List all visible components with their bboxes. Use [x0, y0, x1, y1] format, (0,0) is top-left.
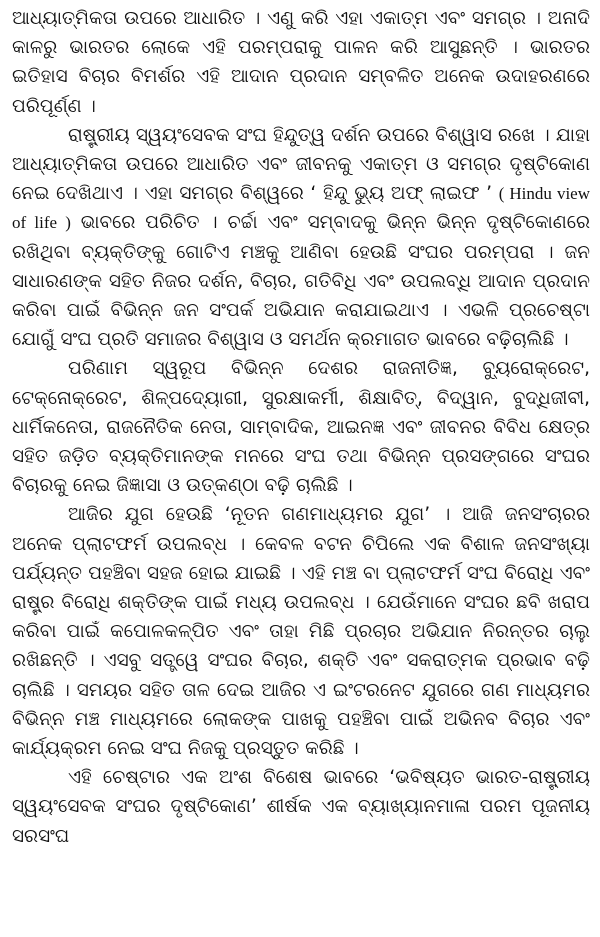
paragraph-rss-philosophy — [12, 121, 590, 355]
paragraph-text-before: ରାଷ୍ଟ୍ରୀୟ ସ୍ୱୟଂସେବକ ସଂଘ ହିନ୍ଦୁତ୍ୱ ଦର୍ଶନ ଉପରେ ବିଶ୍ୱାସ ରଖେ । ଯାହା ଆଧ୍ୟାତ୍ମିକତା ଉପରେ ଆଧାରିତ ଏବଂ ଜୀବନକୁ ଏକାତ୍ମ ଓ ସମଗ୍ର ଦୃଷ୍ଟିକୋଣ ନେଇ ଦେଖିଥାଏ । ଏହା ସମଗ୍ର ବିଶ୍ୱରେ ‘ ହିନ୍ଦୁ ଭ୍ୟୁ ଅଫ୍ ଲାଇଫ ’ — [12, 124, 590, 205]
paragraph-new-media: ଆଜିର ଯୁଗ ହେଉଛି ‘ନୂତନ ଗଣମାଧ୍ୟମର ଯୁଗ’ । ଆଜି ଜନସଂଚାରର ଅନେକ ପ୍ଲାଟଫର୍ମ ଉପଲବ୍ଧ । କେବଳ ବଟନ ଚିପିଲେ ଏକ ବିଶାଳ ଜନସଂଖ୍ୟା ପର୍ଯ୍ୟନ୍ତ ପହଞ୍ଚିବା ସହଜ ହୋଇ ଯାଇଛି । ଏହି ମଞ୍ଚ ବା ପ୍ଲାଟଫର୍ମ ସଂଘ ବିରୋଧି ଏବଂ ରାଷ୍ଟ୍ର ବିରୋଧି ଶକ୍ତିଙ୍କ ପାଇଁ ମଧ୍ୟ ଉପଲବ୍ଧ । ଯେଉଁମାନେ ସଂଘର ଛବି ଖରାପ କରିବା ପାଇଁ କପୋଳକଳ୍ପିତ ଏବଂ ତାହା ମିଛି ପ୍ରଚାର ଅଭିଯାନ ନିରନ୍ତର ଚାଲୁ ରଖିଛନ୍ତି । ଏସବୁ ସତ୍ତ୍ୱେ ସଂଘର ବିଚାର, ଶକ୍ତି ଏବଂ ସକରାତ୍ମକ ପ୍ରଭାବ ବଢ଼ି ଚାଲିଛି । ସମୟର ସହିତ ତାଳ ଦେଇ ଆଜିର ଏ ଇଂଟରନେଟ ଯୁଗରେ ଗଣ ମାଧ୍ୟମର ବିଭିନ୍ନ ମଞ୍ଚ ମାଧ୍ୟମରେ ଲୋକଙ୍କ ପାଖକୁ ପହଞ୍ଚିବା ପାଇଁ ଅଭିନବ ବିଚାର ଏବଂ କାର୍ଯ୍ୟକ୍ରମ ନେଇ ସଂଘ ନିଜକୁ ପ୍ରସ୍ତୁତ କରିଛି । — [12, 504, 590, 760]
paragraph-spirituality: ଆଧ୍ୟାତ୍ମିକତା ଉପରେ ଆଧାରିତ । ଏଣୁ କରି ଏହା ଏକାତ୍ମ ଏବଂ ସମଗ୍ର । ଅନାଦି କାଳରୁ ଭାରତର ଲୋକେ ଏହି ପରମ୍ପରାକୁ ପାଳନ କରି ଆସୁଛନ୍ତି । ଭାରତର ଇତିହାସ ବିଚାର ବିମର୍ଶର ଏହି ଆଦାନ ପ୍ରଦାନ ସମ୍ବଳିତ ଅନେକ ଉଦାହରଣରେ ପରିପୂର୍ଣ୍ଣ । — [12, 8, 590, 117]
paragraph-curiosity: ପରିଣାମ ସ୍ୱରୂପ ବିଭିନ୍ନ ଦେଶର ରାଜନୀତିଜ୍ଞ, ବ୍ୟୁରୋକ୍ରେଟ, ଟେକ୍ନୋକ୍ରେଟ, ଶିଳ୍ପଦ୍ୟୋଗୀ, ସୁରକ୍ଷାକର୍ମୀ, ଶିକ୍ଷାବିତ୍, ବିଦ୍ୱାନ, ବୁଦ୍ଧିଜୀବୀ, ଧାର୍ମିକନେତା, ରାଜନୈତିକ ନେତା, ସାମ୍ବାଦିକ, ଆଇନଜ୍ଞ ଏବଂ ଜୀବନର ବିବିଧ କ୍ଷେତ୍ର ସହିତ ଜଡ଼ିତ ବ୍ୟକ୍ତିମାନଙ୍କ ମନରେ ସଂଘ ତଥା ବିଭିନ୍ନ ପ୍ରସଙ୍ଗରେ ସଂଘର ବିଚାରକୁ ନେଇ ଜିଜ୍ଞାସା ଓ ଉତ୍କଣ୍ଠା ବଢ଼ି ଚାଲିଛି । — [12, 358, 590, 497]
paragraph-text-after: ଭାବରେ ପରିଚିତ । ଚର୍ଚ୍ଚା ଏବଂ ସମ୍ବାଦକୁ ଭିନ୍ନ ଭିନ୍ନ ଦୃଷ୍ଟିକୋଣରେ ରଖିଥିବା ବ୍ୟକ୍ତିଙ୍କୁ ଗୋଟିଏ ମଞ୍ଚକୁ ଆଣିବା ହେଉଛି ସଂଘର ପରମ୍ପରା । ଜନ ସାଧାରଣଙ୍କ ସହିତ ନିଜର ଦର୍ଶନ, ବିଚାର, ଗତିବିଧି ଏବଂ ଉପଲବ୍ଧି ଆଦାନ ପ୍ରଦାନ କରିବା ପାଇଁ ବିଭିନ୍ନ ଜନ ସଂପର୍କ ଅଭିଯାନ କରାଯାଇଥାଏ । ଏଭଳି ପ୍ରଚେଷ୍ଟା ଯୋଗୁଁ ସଂଘ ପ୍ରତି ସମାଜର ବିଶ୍ୱାସ ଓ ସମର୍ଥନ କ୍ରମାଗତ ଭାବରେ ବଢ଼ିଚାଲିଛି । — [12, 212, 590, 351]
english-phrase: ( Hindu view of life ) — [12, 184, 590, 233]
paragraph-lecture-series: ଏହି ଚେଷ୍ଟାର ଏକ ଅଂଶ ବିଶେଷ ଭାବରେ ‘ଭବିଷ୍ୟତ ଭାରତ-ରାଷ୍ଟ୍ରୀୟ ସ୍ୱୟଂସେବକ ସଂଘର ଦୃଷ୍ଟିକୋଣ’ ଶୀର୍ଷକ ଏକ ବ୍ୟାଖ୍ୟାନମାଳା ପରମ ପୂଜନୀୟ ସରସଂଘ — [12, 767, 590, 847]
